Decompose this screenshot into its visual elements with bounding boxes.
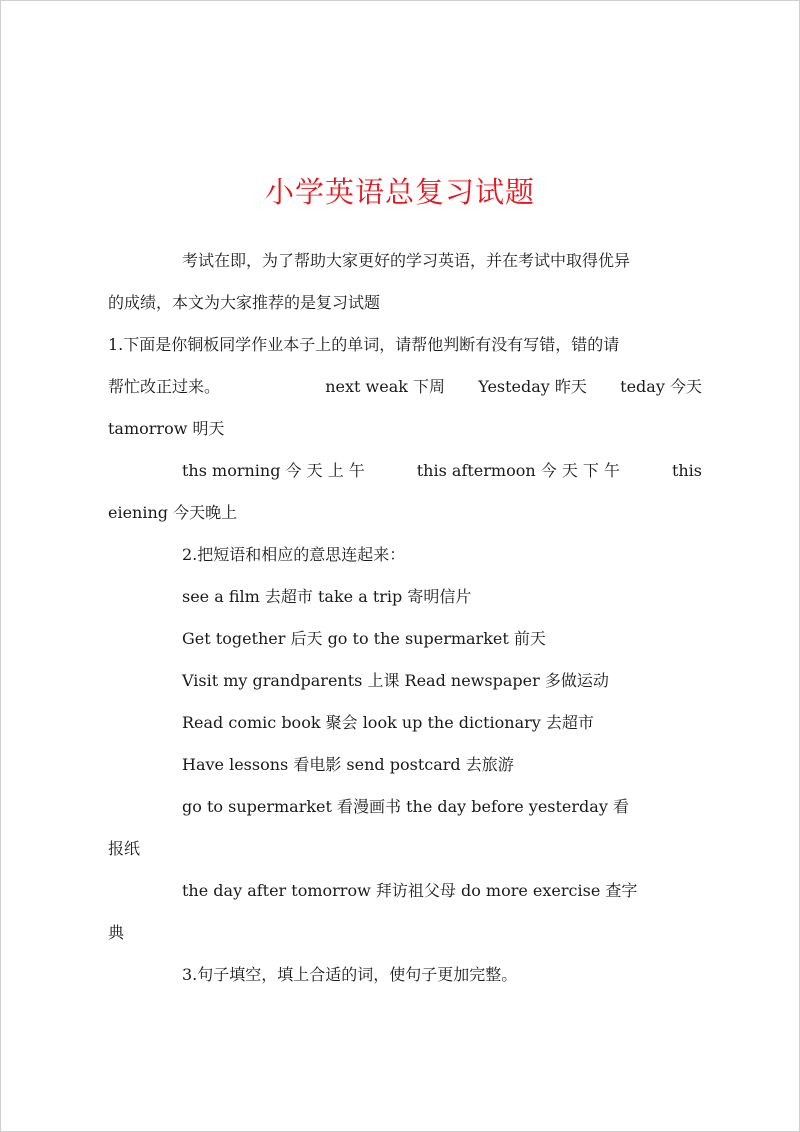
q1-word-6: this [671, 461, 702, 480]
q1-word-3: teday 今天 [620, 377, 702, 396]
q1-word-4: ths morning 今 天 上 午 [182, 461, 365, 480]
question-1-line-1: 1.下面是你铜板同学作业本子上的单词，请帮他判断有没有写错，错的请 [108, 335, 620, 354]
q1-word-2: Yesteday 昨天 [478, 377, 587, 396]
q1-word-5: this aftermoon 今 天 下 午 [416, 461, 620, 480]
question-2-line-4: Read comic book 聚会 look up the dictionary 去超市 [182, 713, 594, 732]
document-body [108, 240, 702, 996]
question-2-line-3: Visit my grandparents 上课 Read newspaper 多做运动 [182, 671, 609, 690]
question-1-line-4 [108, 450, 702, 492]
question-2-line-7-wrap: 典 [108, 923, 125, 942]
question-2-line-2: Get together 后天 go to the supermarket 前天 [182, 629, 546, 648]
question-1-line-3: tamorrow 明天 [108, 419, 225, 438]
question-1-line-5: eiening 今天晚上 [108, 503, 238, 522]
question-2-line-6: go to supermarket 看漫画书 the day before yesterday 看 [182, 797, 629, 816]
q1-instruction-end: 帮忙改正过来。 [108, 377, 221, 396]
question-3-heading: 3.句子填空，填上合适的词，使句子更加完整。 [182, 965, 518, 984]
question-2-line-1: see a film 去超市 take a trip 寄明信片 [182, 587, 472, 606]
document-title: 小学英语总复习试题 [264, 175, 535, 209]
question-2-line-6-wrap: 报纸 [108, 839, 141, 858]
question-2-heading: 2.把短语和相应的意思连起来： [182, 545, 406, 564]
q1-word-1: next weak 下周 [325, 377, 446, 396]
intro-line-1: 考试在即，为了帮助大家更好的学习英语，并在考试中取得优异 [182, 251, 631, 270]
question-1-line-2 [108, 366, 702, 408]
question-2-line-5: Have lessons 看电影 send postcard 去旅游 [182, 755, 514, 774]
question-2-line-7: the day after tomorrow 拜访祖父母 do more exercise 查字 [182, 881, 638, 900]
intro-line-2: 的成绩，本文为大家推荐的是复习试题 [108, 293, 381, 312]
